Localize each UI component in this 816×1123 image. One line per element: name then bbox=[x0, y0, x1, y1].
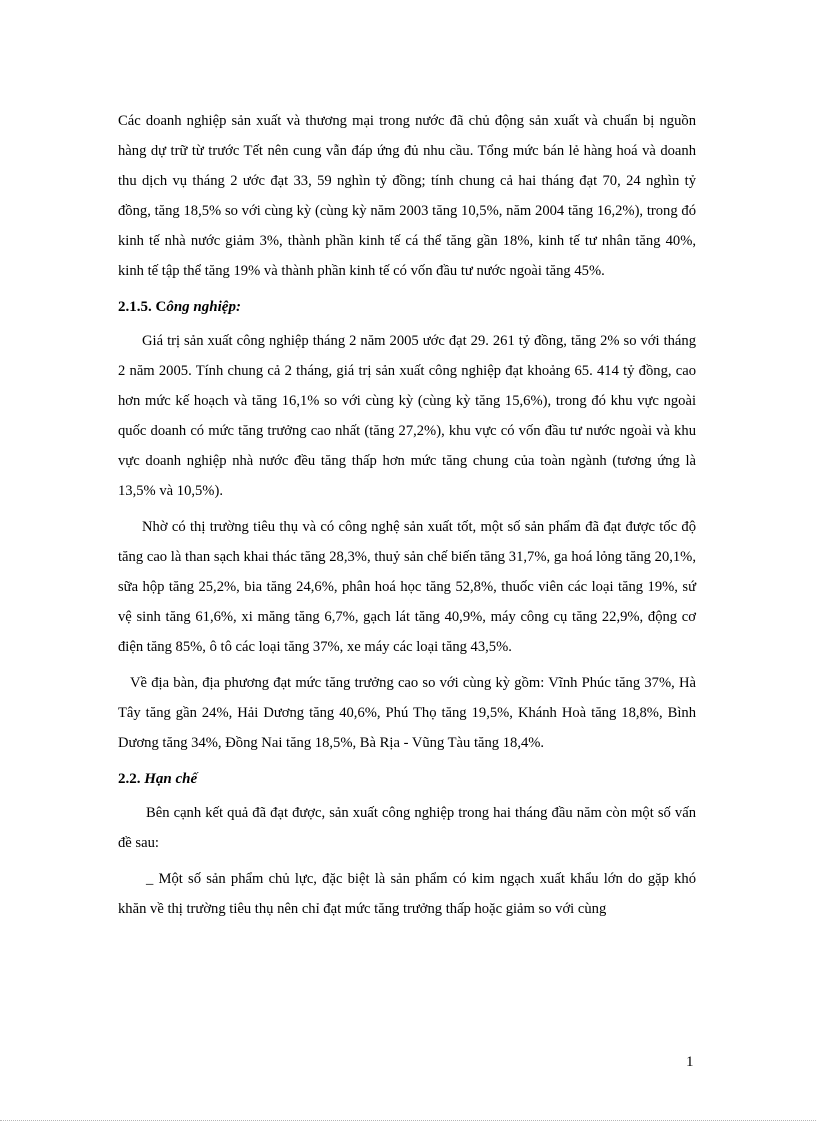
page-number: 1 bbox=[686, 1054, 694, 1070]
section-heading-industry bbox=[118, 292, 696, 322]
paragraph-limitations-intro: Bên cạnh kết quả đã đạt được, sản xuất công nghiệp trong hai tháng đầu năm còn một số vấn đề sau: bbox=[118, 805, 696, 851]
paragraph-products-growth: Nhờ có thị trường tiêu thụ và có công nghệ sản xuất tốt, một số sản phẩm đã đạt được tốc độ tăng cao là than sạch khai thác tăng 28,3%, thuỷ sản chế biến tăng 31,7%, ga hoá lỏng tăng 20,1%, sữa hộp tăng 25,2%, bia tăng 24,6%, phân hoá học tăng 52,8%, thuốc viên các loại tăng 19%, sứ vệ sinh tăng 61,6%, xi măng tăng 6,7%, gạch lát tăng 40,9%, máy công cụ tăng 22,9%, động cơ điện tăng 85%, ô tô các loại tăng 37%, xe máy các loại tăng 43,5%. bbox=[118, 519, 696, 655]
section-heading-industry-title: ông nghiệp: bbox=[166, 299, 241, 315]
page-bottom-divider bbox=[0, 1120, 816, 1121]
section-heading-limitations-number: 2.2. bbox=[118, 771, 145, 787]
paragraph-retail: Các doanh nghiệp sản xuất và thương mại trong nước đã chủ động sản xuất và chuẩn bị nguồn hàng dự trữ từ trước Tết nên cung vẫn đáp ứng đủ nhu cầu. Tổng mức bán lẻ hàng hoá và doanh thu dịch vụ tháng 2 ước đạt 33, 59 nghìn tỷ đồng; tính chung cả hai tháng đạt 70, 24 nghìn tỷ đồng, tăng 18,5% so với cùng kỳ (cùng kỳ năm 2003 tăng 10,5%, năm 2004 tăng 16,2%), trong đó kinh tế nhà nước giảm 3%, thành phần kinh tế cá thể tăng gần 18%, kinh tế tư nhân tăng 40%, kinh tế tập thể tăng 19% và thành phần kinh tế có vốn đầu tư nước ngoài tăng 45%. bbox=[118, 113, 696, 279]
section-heading-industry-number: 2.1.5. C bbox=[118, 299, 167, 315]
paragraph-industrial-output: Giá trị sản xuất công nghiệp tháng 2 năm 2005 ước đạt 29. 261 tỷ đồng, tăng 2% so với tháng 2 năm 2005. Tính chung cả 2 tháng, giá trị sản xuất công nghiệp đạt khoảng 65. 414 tỷ đồng, cao hơn mức kế hoạch và tăng 16,1% so với cùng kỳ (cùng kỳ tăng 15,6%), trong đó khu vực ngoài quốc doanh có mức tăng trưởng cao nhất (tăng 27,2%), khu vực có vốn đầu tư nước ngoài và khu vực doanh nghiệp nhà nước đều tăng thấp hơn mức tăng chung của toàn ngành (tương ứng là 13,5% và 10,5%). bbox=[118, 333, 696, 499]
page-body bbox=[118, 106, 696, 930]
section-heading-limitations bbox=[118, 764, 696, 794]
paragraph-limitations-item: _ Một số sản phẩm chủ lực, đặc biệt là sản phẩm có kim ngạch xuất khẩu lớn do gặp khó khăn về thị trường tiêu thụ nên chỉ đạt mức tăng trưởng thấp hoặc giảm so với cùng bbox=[118, 871, 696, 917]
paragraph-regional-growth: Về địa bàn, địa phương đạt mức tăng trưởng cao so với cùng kỳ gồm: Vĩnh Phúc tăng 37%, Hà Tây tăng gần 24%, Hải Dương tăng 40,6%, Phú Thọ tăng 19,5%, Khánh Hoà tăng 18,8%, Bình Dương tăng 34%, Đồng Nai tăng 18,5%, Bà Rịa - Vũng Tàu tăng 18,4%. bbox=[118, 675, 696, 751]
section-heading-limitations-title: Hạn chế bbox=[144, 771, 198, 787]
